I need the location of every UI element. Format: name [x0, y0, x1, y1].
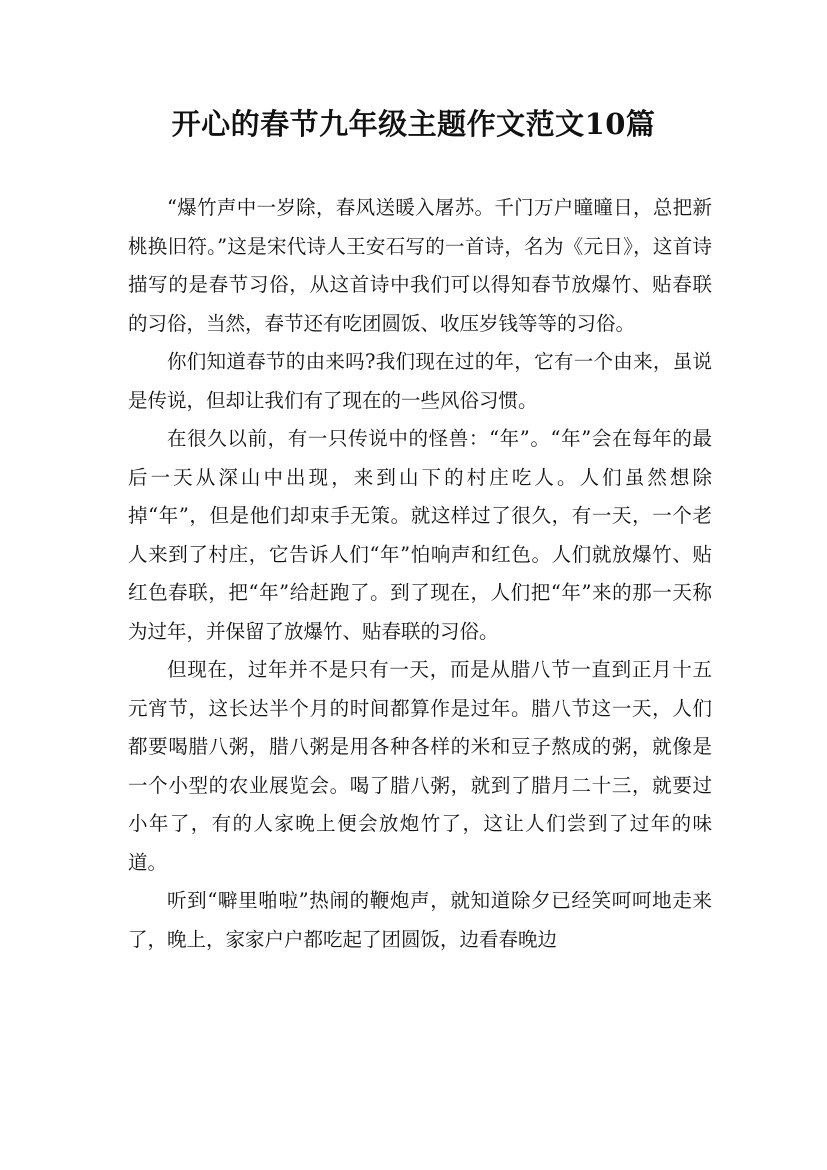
document-body	[128, 189, 712, 959]
paragraph-1: “爆竹声中一岁除，春风送暖入屠苏。千门万户曈曈日，总把新桃换旧符。”这是宋代诗人王安石写的一首诗，名为《元日》，这首诗描写的是春节习俗，从这首诗中我们可以得知春节放爆竹、贴春联的习俗，当然，春节还有吃团圆饭、收压岁钱等等的习俗。	[128, 196, 712, 335]
document-title: 开心的春节九年级主题作文范文10篇	[171, 107, 656, 141]
paragraph-2: 你们知道春节的由来吗?我们现在过的年，它有一个由来，虽说是传说，但却让我们有了现在的一些风俗习惯。	[128, 350, 712, 412]
paragraph-4: 但现在，过年并不是只有一天，而是从腊八节一直到正月十五元宵节，这长达半个月的时间都算作是过年。腊八节这一天，人们都要喝腊八粥，腊八粥是用各种各样的米和豆子熬成的粥，就像是一个小型的农业展览会。喝了腊八粥，就到了腊月二十三，就要过小年了，有的人家晚上便会放炮竹了，这让人们尝到了过年的味道。	[128, 658, 712, 874]
paragraph-5: 听到“噼里啪啦”热闹的鞭炮声，就知道除夕已经笑呵呵地走来了，晚上，家家户户都吃起了团圆饭，边看春晚边	[128, 889, 712, 951]
paragraph-3: 在很久以前，有一只传说中的怪兽：“年”。“年”会在每年的最后一天从深山中出现，来到山下的村庄吃人。人们虽然想除掉“年”，但是他们却束手无策。就这样过了很久，有一天，一个老人来到了村庄，它告诉人们“年”怕响声和红色。人们就放爆竹、贴红色春联，把“年”给赶跑了。到了现在，人们把“年”来的那一天称为过年，并保留了放爆竹、贴春联的习俗。	[128, 427, 712, 643]
